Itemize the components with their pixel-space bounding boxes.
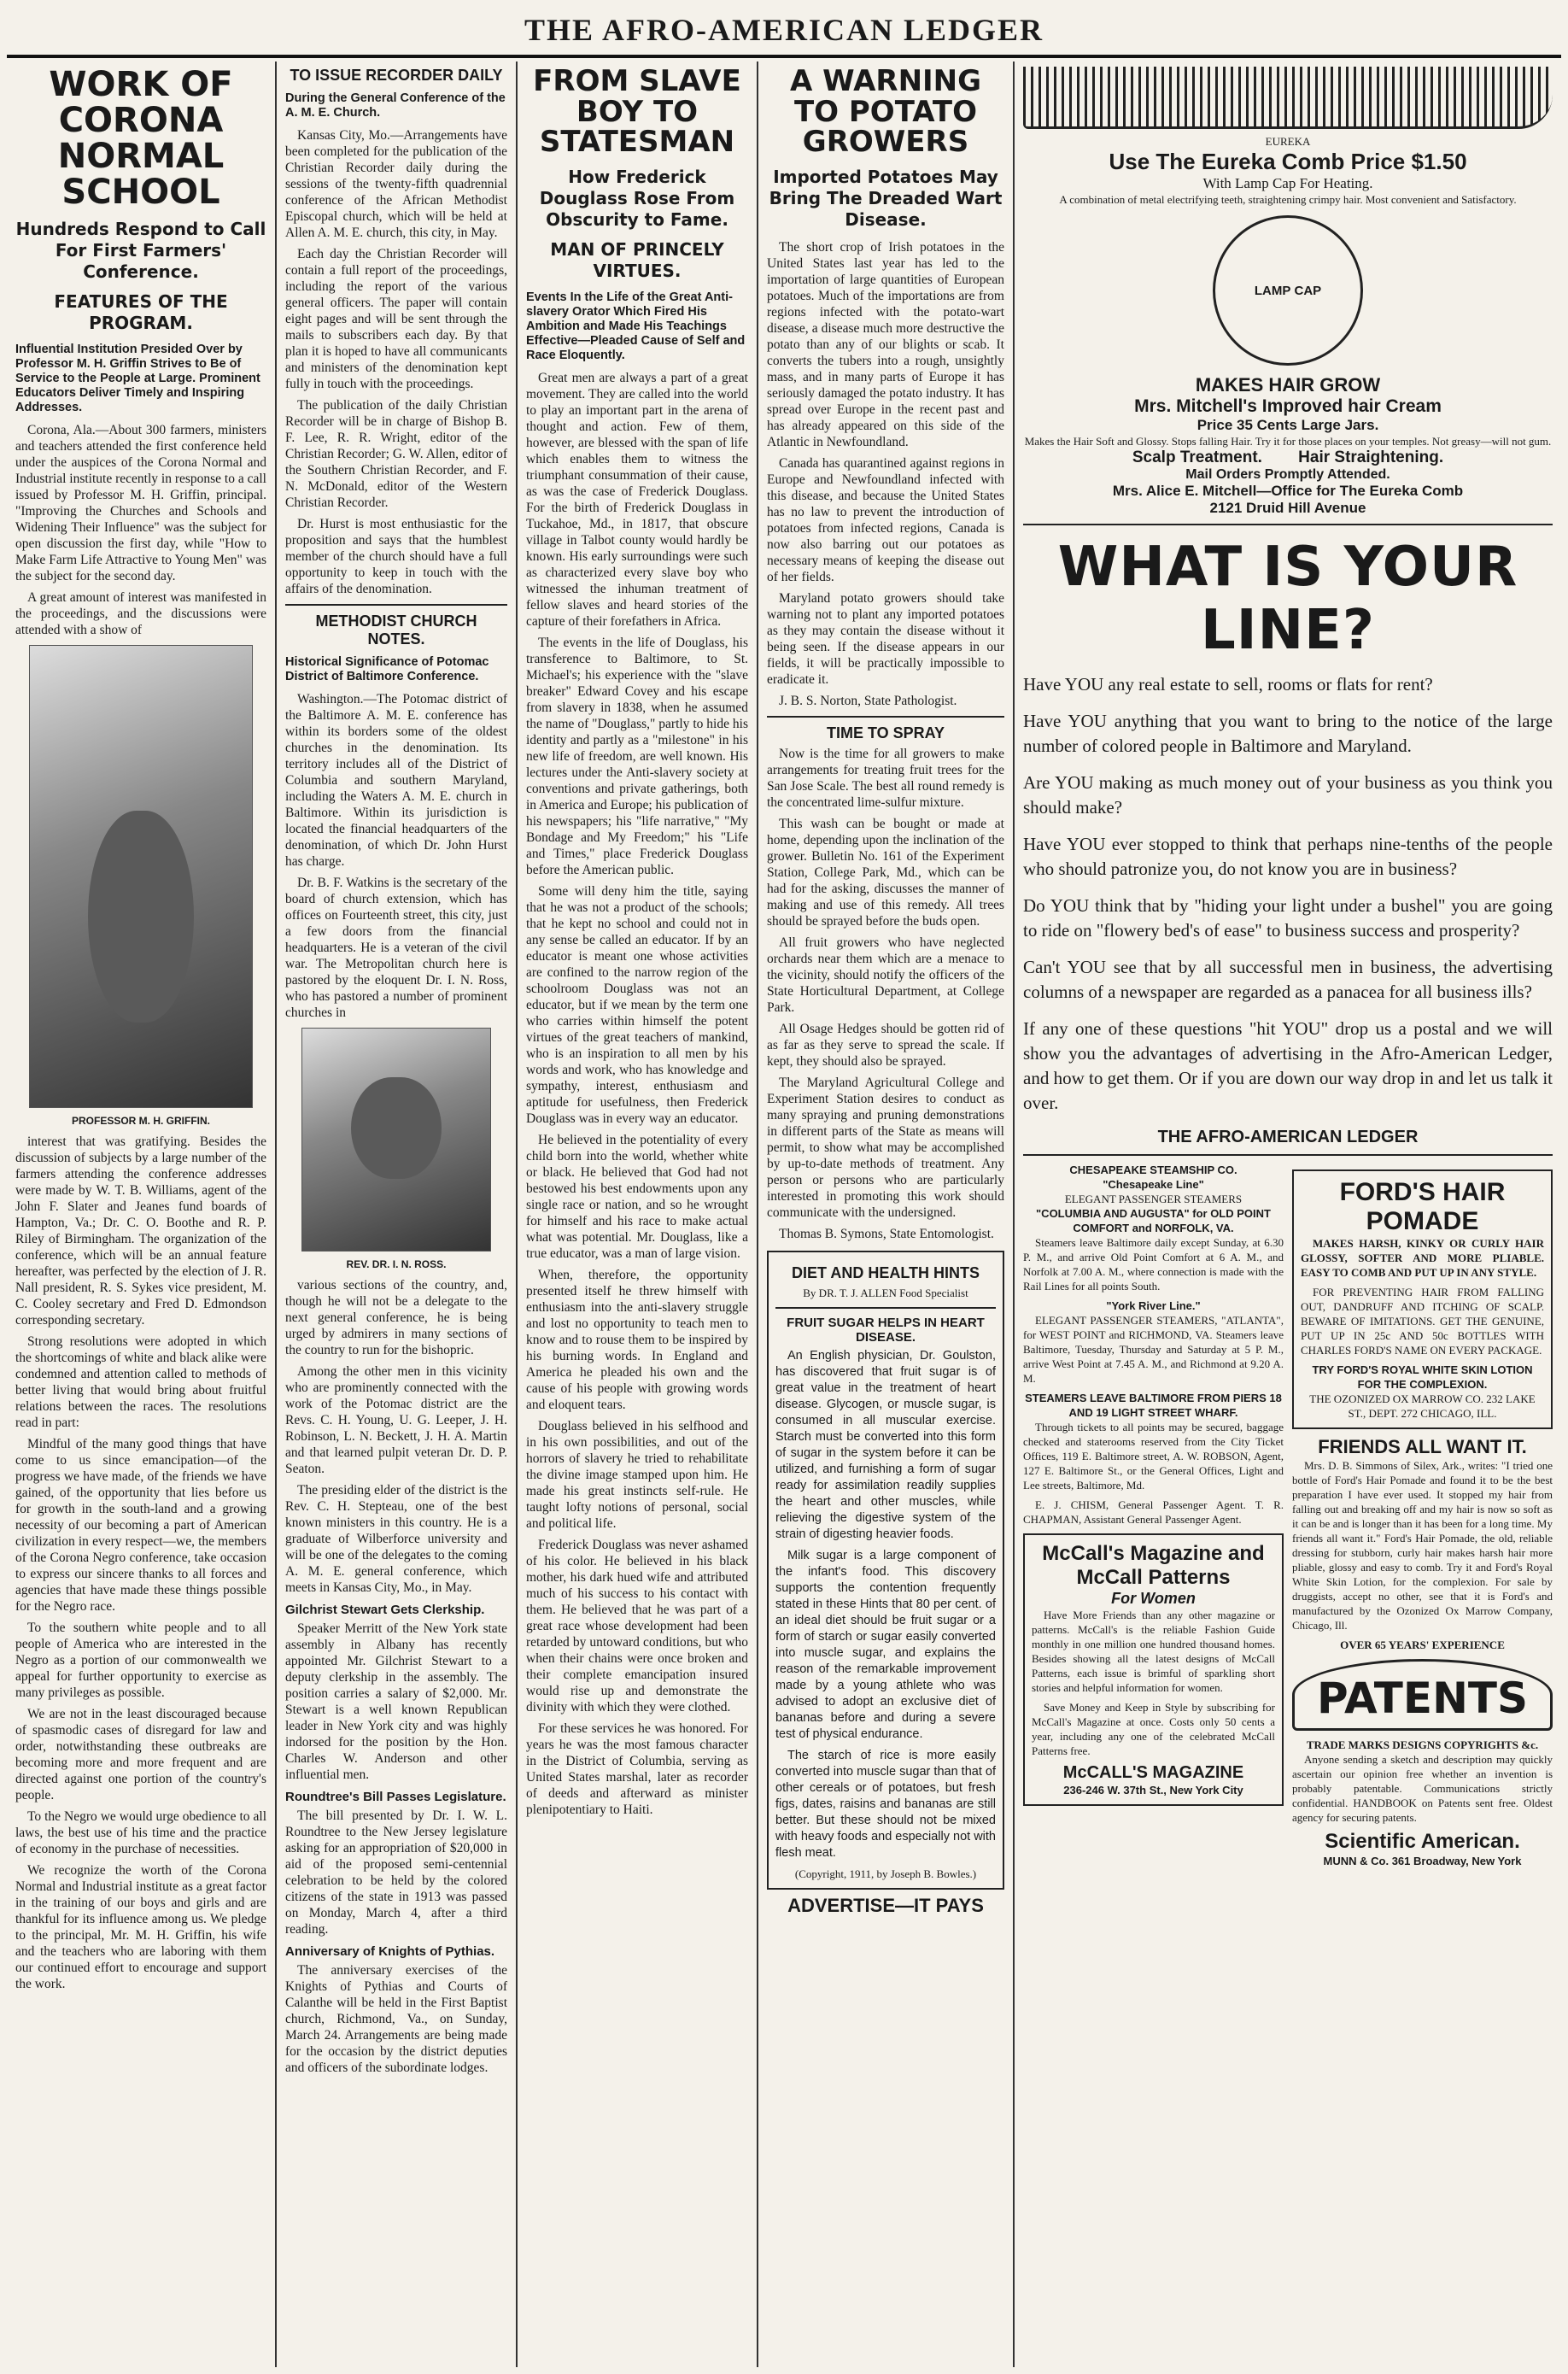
cream-addr2: 2121 Druid Hill Avenue (1209, 500, 1366, 516)
article-paragraph: Milk sugar is a large component of the infant's food. This discovery supports the contention frequently stated in these Hints that 80 per cent. of an ideal diet should be fruit sugar or a form of starch or sugar easily converted into muscle sugar, and explains the reason of the remarkable improvement made by a young athlete who was advised to adopt an exclusive diet of bananas before and during a severe test of physical endurance. (775, 1549, 996, 1742)
steamship-body2: ELEGANT PASSENGER STEAMERS, "ATLANTA", for WEST POINT and RICHMOND, VA. Steamers leave Baltimore, Tuesday, Thursday and Saturday at 5 P. M., arrive West Point at 7.45 A. M., and Richmond at 9.20 A. M. (1023, 1314, 1284, 1385)
article-paragraph: The anniversary exercises of the Knights of Pythias and Courts of Calanthe will be held in the First Baptist church, Richmond, Va., on Sunday, March 24. Arrangements are being made for the occasion by the district deputies and officers of the subordinate lodges. (285, 1963, 507, 2075)
fords-company: THE OZONIZED OX MARROW CO. 232 LAKE ST., DEPT. 272 CHICAGO, ILL. (1309, 1392, 1536, 1420)
cream-title: Mrs. Mitchell's Improved hair Cream (1134, 396, 1442, 416)
steamship-elegant: ELEGANT PASSENGER STEAMERS (1064, 1193, 1243, 1205)
mccall-name: McCALL'S MAGAZINE (1062, 1763, 1244, 1782)
patents-title: PATENTS (1292, 1659, 1553, 1731)
column-douglass (518, 62, 758, 2367)
fords-royal: TRY FORD'S ROYAL WHITE SKIN LOTION FOR THE COMPLEXION. (1312, 1363, 1533, 1391)
comb-desc: A combination of metal electrifying teeth, straightening crimpy hair. Most convenient and Satisfactory. (1059, 193, 1517, 206)
fords-sub: MAKES HARSH, KINKY OR CURLY HAIR GLOSSY, SOFTER AND MORE PLIABLE. EASY TO COMB AND PUT UP IN ANY STYLE. (1301, 1237, 1544, 1279)
diet-copyright: (Copyright, 1911, by Joseph B. Bowles.) (794, 1867, 977, 1881)
cream-addr: Mrs. Alice E. Mitchell—Office for The Eureka Comb (1112, 483, 1464, 499)
article-signature: J. B. S. Norton, State Pathologist. (779, 694, 957, 709)
steamship-ad (1023, 1163, 1284, 1527)
cream-desc: Makes the Hair Soft and Glossy. Stops falling Hair. Try it for those places on your temples. Not greasy—will not gum. (1024, 435, 1552, 448)
corona-deck: Influential Institution Presided Over by Professor M. H. Griffin Strives to Be of Service to the People at Large. Prominent Educators Deliver Timely and Inspiring Addresses. (15, 343, 260, 414)
article-paragraph: All fruit growers who have neglected orchards near them which are a menace to the vicinity, should notify the officers of the State Horticultural Department, at College Park. (767, 935, 1004, 1016)
cream-mail: Mail Orders Promptly Attended. (1185, 467, 1390, 482)
diet-title: DIET AND HEALTH HINTS (792, 1264, 980, 1282)
pythias-headline: Anniversary of Knights of Pythias. (285, 1944, 495, 1959)
diet-byline: By DR. T. J. ALLEN Food Specialist (803, 1287, 968, 1300)
article-paragraph: Some will deny him the title, saying that he was not a product of the schools; that he kept no school and could not in any sense be called an educator. If by an educator is meant one whose activities are confined to the narrow region of the schoolroom Douglass was not an educator, but if we mean by the term one who carries within himself the potent virtues of the great teachers of mankind, who is an inspiration to all men by his words and work, who has knowledge and sympathy, interest, enthusiasm and aptitude for usefulness, then Frederick Douglass was in every way an educator. (526, 884, 748, 1127)
article-paragraph: Canada has quarantined against regions in Europe and Newfoundland infected with this disease, and because the United States has no law to prevent the introduction of potatoes from infected regions, Canada is now also barring out our potatoes as necessary means of keeping the disease out of her fields. (767, 456, 1004, 585)
article-paragraph: Corona, Ala.—About 300 farmers, ministers and teachers attended the first conference held under the auspices of the Corona Normal and Industrial institute recently in response to a call issued by Professor M. H. Griffin, principal. "Improving the Churches and Schools and Widening Their Influence" was the subject for open discussion the first day, while "How to Make Farm Life Attractive to Young Men" was the subject for the second day. (15, 423, 266, 583)
advertise-footer: ADVERTISE—IT PAYS (787, 1895, 984, 1917)
diet-head: FRUIT SUGAR HELPS IN HEART DISEASE. (787, 1316, 985, 1345)
spray-headline: TIME TO SPRAY (826, 724, 945, 742)
article-paragraph: various sections of the country, and, though he will not be a delegate to the next general conference, he is being urged by admirers in many sections of the country to run for the bishopric. (285, 1278, 507, 1357)
masthead (7, 0, 1561, 58)
article-paragraph: We are not in the least discouraged because of spasmodic cases of disregard for law and order, notwithstanding these outbreaks are becoming more and more frequent and are directed against one portion of the country's people. (15, 1707, 266, 1802)
article-paragraph: Kansas City, Mo.—Arrangements have been completed for the publication of the Christian Recorder daily during the sessions of the twenty-fifth quadrennial conference of the African Methodist Episcopal church, which will be held at Allen A. M. E. church, this city, in May. (285, 128, 507, 240)
roundtree-headline: Roundtree's Bill Passes Legislature. (285, 1790, 506, 1804)
fords-body: FOR PREVENTING HAIR FROM FALLING OUT, DANDRUFF AND ITCHING OF SCALP. BEWARE OF IMITATIONS. GET THE GENUINE, PUT UP IN 25c AND 50c BOTTLES WITH CHARLES FORD'S NAME ON EVERY PACKAGE. (1301, 1286, 1544, 1357)
line-ad-question: Have YOU anything that you want to bring to the notice of the large number of colored people in Baltimore and Maryland. (1023, 711, 1553, 756)
mccall-sub: For Women (1111, 1590, 1196, 1607)
article-paragraph: We recognize the worth of the Corona Normal and Industrial institute as a great factor in the training of our boys and girls and are thankful for its influence among us. We pledge to the principal, Mr. M. H. Griffin, his wife and the teachers who are laboring with them our continued effort to encourage and support the work. (15, 1863, 266, 1991)
line-ad-sign: THE AFRO-AMERICAN LEDGER (1157, 1128, 1419, 1146)
article-paragraph: Frederick Douglass was never ashamed of his color. He believed in his black mother, his dark hued wife and attributed much of his success to his contact with them. He believed that he was part of a great race whose development had been retarded by untoward conditions, but who when their chains were once broken and their complete emancipation insured would rise up and demonstrate the divinity with which they were clothed. (526, 1538, 748, 1715)
article-paragraph: Among the other men in this vicinity who are prominently connected with the work of the Potomac district are the Revs. C. H. Young, U. G. Leeper, J. H. Robinson, L. N. Beckett, J. H. A. Martin and that learned pulpit veteran Dr. D. P. Seaton. (285, 1364, 507, 1476)
patents-body: Anyone sending a sketch and description may quickly ascertain our opinion free whether an invention is probably patentable. Communications strictly confidential. HANDBOOK on Patents sent free. Oldest agency for securing patents. (1292, 1753, 1553, 1824)
article-paragraph: For these services he was honored. For years he was the most famous character in the District of Columbia, serving as United States marshal, later as recorder of deeds and afterward as minister plenipotentiary to Haiti. (526, 1721, 748, 1818)
article-paragraph: Now is the time for all growers to make arrangements for treating fruit trees for the San Jose Scale. The best all round remedy is the concentrated lime-sulfur mixture. (767, 747, 1004, 811)
corona-headline: WORK OF CORONA NORMAL SCHOOL (49, 65, 233, 212)
steamship-body4: Through tickets to all points may be secured, baggage checked and staterooms reserved from the City Ticket Offices, 119 E. Baltimore street, A. W. ROBSON, Agent, 127 E. Baltimore St., or the General Offices, Light and Lee streets, Baltimore, Md. (1023, 1421, 1284, 1492)
comb-ad (1023, 67, 1553, 517)
column-potato (758, 62, 1015, 2367)
article-paragraph: Washington.—The Potomac district of the Baltimore A. M. E. conference has within its borders some of the oldest churches in the denomination. Its territory includes all of the District of Columbia and southern Maryland, including the Waters A. M. E. church in Baltimore. Within its jurisdiction is located the financial headquarters of the denomination, of which Dr. John Hurst has charge. (285, 692, 507, 869)
stewart-headline: Gilchrist Stewart Gets Clerkship. (285, 1603, 485, 1617)
cream-price: Price 35 Cents Large Jars. (1196, 417, 1379, 433)
article-paragraph: The Maryland Agricultural College and Experiment Station desires to conduct as many spraying and pruning demonstrations in different parts of the State as means will permit, to show what may be accomplished by up-to-date methods of treatment. Any person or persons who are particularly interested in promoting this work should communicate with the undersigned. (767, 1076, 1004, 1221)
comb-brand: EUREKA (1265, 135, 1311, 148)
ad-column-left (1023, 1163, 1284, 1868)
steamship-head: CHESAPEAKE STEAMSHIP CO. (1069, 1164, 1237, 1176)
line-ad (1023, 536, 1553, 1147)
article-paragraph: All Osage Hedges should be gotten rid of as far as they serve to spread the scale. If kept, they should also be sprayed. (767, 1022, 1004, 1070)
mccall-body2: Save Money and Keep in Style by subscribing for McCall's Magazine at once. Costs only 50 cents a year, including any one of the celebrated McCall Patterns free. (1032, 1701, 1275, 1757)
line-ad-question: Are YOU making as much money out of your business as you think you should make? (1023, 772, 1553, 818)
methodist-headline: METHODIST CHURCH NOTES. (315, 613, 477, 648)
grow-title: MAKES HAIR GROW (1195, 374, 1381, 396)
ad-column-right (1292, 1163, 1553, 1868)
comb-icon (1023, 67, 1553, 129)
article-paragraph: Great men are always a part of a great movement. They are called into the world to play an important part in the arena of thought and action. Few of them, however, are blessed with the span of life which enables them to witness the triumphant consummation of their cause, as was the case of Frederick Douglass. For the birth of Frederick Douglass in Tuckahoe, Md., in 1817, that obscure village in Talbot county would hardly be known. His early surroundings were such as characterized every slave boy who witnessed the inhuman treatment of fellow slaves and heard stories of the capture of their forefathers in Africa. (526, 371, 748, 630)
article-signature: Thomas B. Symons, State Entomologist. (779, 1227, 994, 1242)
article-paragraph: The short crop of Irish potatoes in the United States last year has led to the importation of large quantities of European potatoes. Much of the importations are from regions infected with the potato-wart disease, a disease much more destructive the potato than any of our blights or scab. It converts the tubers into a rough, unsightly mass, and in many parts of Europe it has seriously damaged the potato industry. It has spread over Europe in the recent past and has already appeared on this side of the Atlantic in Newfoundland. (767, 240, 1004, 450)
divider (1023, 524, 1553, 525)
mccall-ad (1023, 1533, 1284, 1806)
steamship-officers: E. J. CHISM, General Passenger Agent. T. R. CHAPMAN, Assistant General Passenger Agent. (1023, 1498, 1284, 1526)
article-paragraph: To the Negro we would urge obedience to all laws, the best use of his time and the practice of economy in the purchase of necessities. (15, 1809, 266, 1856)
recorder-deck: During the General Conference of the A. M. E. Church. (285, 91, 506, 120)
cream-treat: Scalp Treatment. Hair Straightening. (1132, 448, 1444, 466)
article-paragraph: To the southern white people and to all people of America who are interested in the Negro as a portion of our commonwealth we appeal for further opportunity to exercise as many privileges as possible. (15, 1621, 266, 1700)
article-paragraph: The bill presented by Dr. I. W. L. Roundtree to the New Jersey legislature asking for an appropriation of $20,000 in aid of the proposed semi-centennial celebration to be held by the colored citizens of the state in 1913 was passed on Monday, March 4, after a third reading. (285, 1808, 507, 1937)
column-ads (1015, 62, 1561, 2367)
comb-sub: With Lamp Cap For Heating. (1202, 175, 1373, 191)
divider (1023, 1154, 1553, 1156)
mccall-addr: 236-246 W. 37th St., New York City (1063, 1784, 1243, 1797)
article-paragraph: Mindful of the many good things that have come to us since emancipation—of the progress we have made, of the friends we have gained, of the opportunity that lies before us for growth in the south-land and a growing necessity of our becoming a part of American civilization in every respect—we, the members of the Corona Negro conference, take occasion to express our sincere thanks to all forces and agencies that have made these things possible for the Negro race. (15, 1437, 266, 1614)
article-paragraph: Speaker Merritt of the New York state assembly in Albany has recently appointed Mr. Gilchrist Stewart to a deputy clerkship in the assembly. The position carries a salary of $2,000. Mr. Stewart is a well known Republican leader in New York city and was highly indorsed for the position by the Hon. Charles W. Anderson and other influential men. (285, 1621, 507, 1782)
friends-body: Mrs. D. B. Simmons of Silex, Ark., writes: "I tried one bottle of Ford's Hair Pomade and found it to be the best preparation I have ever used. It stopped my hair from falling out and breaking off and my hair is now so soft as it can be and is longer than it has been for a long time. My friends all want it." Ford's Hair Pomade, the old, reliable dressing for stubborn, curly hair makes harsh hair more pliable, glossy and easy to comb. Try it and Ford's Royal White Skin Lotion, for the complexion. For sale by druggists, accept no other, see that it is Ford's and manufactured by the Ozonized Ox Marrow Company, Chicago, Ill. (1292, 1459, 1553, 1632)
mccall-body: Have More Friends than any other magazine or patterns. McCall's is the reliable Fashion Guide monthly in one million one hundred thousand homes. Besides showing all the latest designs of McCall Patterns, each issue is brimful of sparkling short stories and helpful information for women. (1032, 1609, 1275, 1694)
columns (7, 62, 1561, 2367)
douglass-subhead-2: MAN OF PRINCELY VIRTUES. (550, 239, 724, 282)
steamship-head2: "York River Line." (1106, 1299, 1201, 1312)
article-paragraph: A great amount of interest was manifested in the proceedings, and the discussions were attended with a show of (15, 590, 266, 637)
potato-subhead: Imported Potatoes May Bring The Dreaded Wart Disease. (769, 167, 1003, 231)
steamship-boats: "COLUMBIA AND AUGUSTA" for OLD POINT COMFORT and NORFOLK, VA. (1036, 1207, 1271, 1234)
line-ad-question: Do YOU think that by "hiding your light under a bushel" you are going to ride on "flowery bed's of ease" to business success and prosperity? (1023, 895, 1553, 941)
methodist-deck: Historical Significance of Potomac District of Baltimore Conference. (285, 655, 489, 683)
corona-subhead-2: FEATURES OF THE PROGRAM. (54, 291, 228, 333)
line-ad-title: WHAT IS YOUR LINE? (1057, 536, 1518, 662)
article-paragraph: The events in the life of Douglass, his transference to Baltimore, to St. Michael's; his experience with the "slave breaker" Edward Covey and his escape from slavery in 1838, when he assumed the name of "Douglass," partly to hide his identity and partly as a "milestone" in his new life of freedom, are well known. His lectures under the Anti-slavery society at conventions and private gatherings, both in America and Europe; his publication of his newspapers; his "life narrative," "My Bondage and My Freedom;" his "Life and Times," place Frederick Douglass before the American public. (526, 636, 748, 878)
article-paragraph: Maryland potato growers should take warning not to plant any imported potatoes as they may contain the disease without it being seen. If the disease appears in our fields, it will be practically impossible to eradicate it. (767, 591, 1004, 688)
column-church (277, 62, 518, 2367)
steamship-body: Steamers leave Baltimore daily except Sunday, at 6.30 P. M., and arrive Old Point Comfort at 6 A. M., and Norfolk at 7.00 A. M., where connection is made with the Rail Lines for all points South. (1023, 1236, 1284, 1293)
corona-subhead: Hundreds Respond to Call For First Farmers' Conference. (15, 219, 266, 282)
steamship-line: "Chesapeake Line" (1103, 1178, 1204, 1191)
article-paragraph: This wash can be bought or made at home, depending upon the inclination of the grower. Bulletin No. 161 of the Experiment Station, College Park, Md., which can be had for the asking, discusses the manner of making and use of this remedy. All trees should be sprayed before the buds open. (767, 817, 1004, 929)
article-paragraph: The starch of rice is more easily converted into muscle sugar than that of other cereals or of potatoes, but fresh figs, dates, raisins and bananas are still better. But these should not be mixed with heavy foods and especially not with flesh meat. (775, 1749, 996, 1861)
column-corona (7, 62, 277, 2367)
patents-marks: TRADE MARKS DESIGNS COPYRIGHTS &c. (1306, 1738, 1539, 1751)
article-paragraph: The publication of the daily Christian Recorder will be in charge of Bishop B. F. Lee, R. R. Wright, editor of the Christian Recorder; G. W. Allen, editor of the Southern Christian Recorder, and F. N. McDonald, editor of the Western Christian Recorder. (285, 398, 507, 510)
article-paragraph: Dr. Hurst is most enthusiastic for the proposition and says that the humblest member of the church should have a full opportunity to keep in touch with the affairs of the denomination. (285, 517, 507, 596)
douglass-subhead: How Frederick Douglass Rose From Obscurity to Fame. (539, 167, 735, 231)
mccall-title: McCall's Magazine and McCall Patterns (1042, 1542, 1265, 1589)
article-paragraph: interest that was gratifying. Besides the discussion of subjects by a large number of the farmers attending the conference addresses were made by W. T. B. Williams, agent of the John F. Slater and Jeanes fund boards of Hampton, Va.; Dr. C. O. Boothe and R. P. Riley of Birmingham. The organization of the conference, which will be an annual feature hereafter, was perfected by the election of J. R. Nall president, R. S. Sykes vice president, M. C. Cooley secretary and Fred D. Edmondson corresponding secretary. (15, 1134, 266, 1328)
article-paragraph: Strong resolutions were adopted in which the shortcomings of white and black alike were condemned and attention called to methods of better living that would bring about fruitful relations between the races. The resolutions read in part: (15, 1334, 266, 1430)
article-paragraph: Dr. B. F. Watkins is the secretary of the board of church extension, which has offices on Fourteenth street, this city, just a few doors from the financial headquarters. He is a veteran of the civil war. The Metropolitan church here is pastored by the eloquent Dr. I. N. Ross, who has pastored a number of prominent churches in (285, 876, 507, 1020)
article-paragraph: Douglass believed in his selfhood and in his own possibilities, and out of the horrors of slavery he tried to rehabilitate the divine image stamped upon him. He made his great instincts self-rule. He taught lofty notions of personal, social and political life. (526, 1419, 748, 1532)
potato-headline: A WARNING TO POTATO GROWERS (789, 64, 982, 160)
line-ad-question: Have YOU any real estate to sell, rooms or flats for rent? (1023, 674, 1433, 695)
article-paragraph: An English physician, Dr. Goulston, has discovered that fruit sugar is of great value in the treatment of heart disease. Glycogen, or muscle sugar, is consumed in all muscular exercise. Starch must be converted into this form of sugar in the system before it can be utilized, and furnishing a form of sugar ready for assimilation readily supplies the heart and other muscles, while relieving the digestive system of the strain of digesting heavier foods. (775, 1349, 996, 1542)
article-paragraph: He believed in the potentiality of every child born into the world, whether white or black. He believed that God had not bestowed his best endowments upon any single race or nation, and so he wrought for himself and his race to make actual what was potential. Mr. Douglass, like a true educator, was a man of large vision. (526, 1133, 748, 1262)
ross-caption: REV. DR. I. N. ROSS. (346, 1258, 447, 1270)
griffin-portrait (29, 645, 253, 1108)
line-ad-question: Can't YOU see that by all successful men in business, the advertising columns of a newspaper are regarded as a panacea for all business ills? (1023, 957, 1553, 1002)
fords-title: FORD'S HAIR POMADE (1339, 1178, 1506, 1235)
patents-top: OVER 65 YEARS' EXPERIENCE (1340, 1638, 1505, 1651)
divider (285, 604, 507, 606)
fords-ad (1292, 1169, 1553, 1429)
article-paragraph: The presiding elder of the district is the Rev. C. H. Stepteau, one of the best known ministers in this country. He is a graduate of Wilberforce university and will be one of the delegates to the coming A. M. E. general conference, which meets in Kansas City, Mo., in May. (285, 1483, 507, 1595)
lamp-cap-icon: LAMP CAP (1213, 215, 1363, 366)
article-paragraph: Each day the Christian Recorder will contain a full report of the proceedings, including the report of the various general officers. The paper will contain eight pages and will be sent through the mails to subscribers each day. By that plan it is hoped to have all communicants and ministers of the denomination kept fully in touch with the proceedings. (285, 247, 507, 391)
diet-box (767, 1251, 1004, 1890)
patents-ad (1292, 1638, 1553, 1868)
douglass-headline: FROM SLAVE BOY TO STATESMAN (533, 64, 741, 160)
steamship-body3: STEAMERS LEAVE BALTIMORE FROM PIERS 18 AND 19 LIGHT STREET WHARF. (1025, 1392, 1282, 1419)
griffin-caption: PROFESSOR M. H. GRIFFIN. (71, 1115, 210, 1127)
friends-title: FRIENDS ALL WANT IT. (1318, 1436, 1527, 1457)
ross-portrait (301, 1028, 491, 1251)
patents-sci: Scientific American. (1325, 1830, 1520, 1853)
masthead-title: THE AFRO-AMERICAN LEDGER (524, 13, 1044, 47)
patents-addr: MUNN & Co. 361 Broadway, New York (1323, 1855, 1522, 1867)
article-paragraph: When, therefore, the opportunity presented itself he threw himself with enthusiasm into the anti-slavery struggle and lost no opportunity to teach men to know and to rouse them to be inspired by his burning words. In England and America he pleaded his own and the cause of his people with growing words and eloquent tears. (526, 1268, 748, 1413)
ad-grid (1023, 1163, 1553, 1868)
comb-title: Use The Eureka Comb Price $1.50 (1109, 149, 1467, 174)
line-ad-question: Have YOU ever stopped to think that perhaps nine-tenths of the people who should patronize you, do not know you are in business? (1023, 834, 1553, 879)
divider (767, 716, 1004, 718)
recorder-headline: TO ISSUE RECORDER DAILY (290, 67, 503, 84)
line-ad-question: If any one of these questions "hit YOU" drop us a postal and we will show you the advantages of advertising in the Afro-American Ledger, and how to get them. Or if you are down our way drop in and let us talk it over. (1023, 1018, 1553, 1113)
douglass-deck: Events In the Life of the Great Anti-slavery Orator Which Fired His Ambition and Made His Teachings Effective—Pleaded Cause of Self and Race Eloquently. (526, 290, 746, 363)
